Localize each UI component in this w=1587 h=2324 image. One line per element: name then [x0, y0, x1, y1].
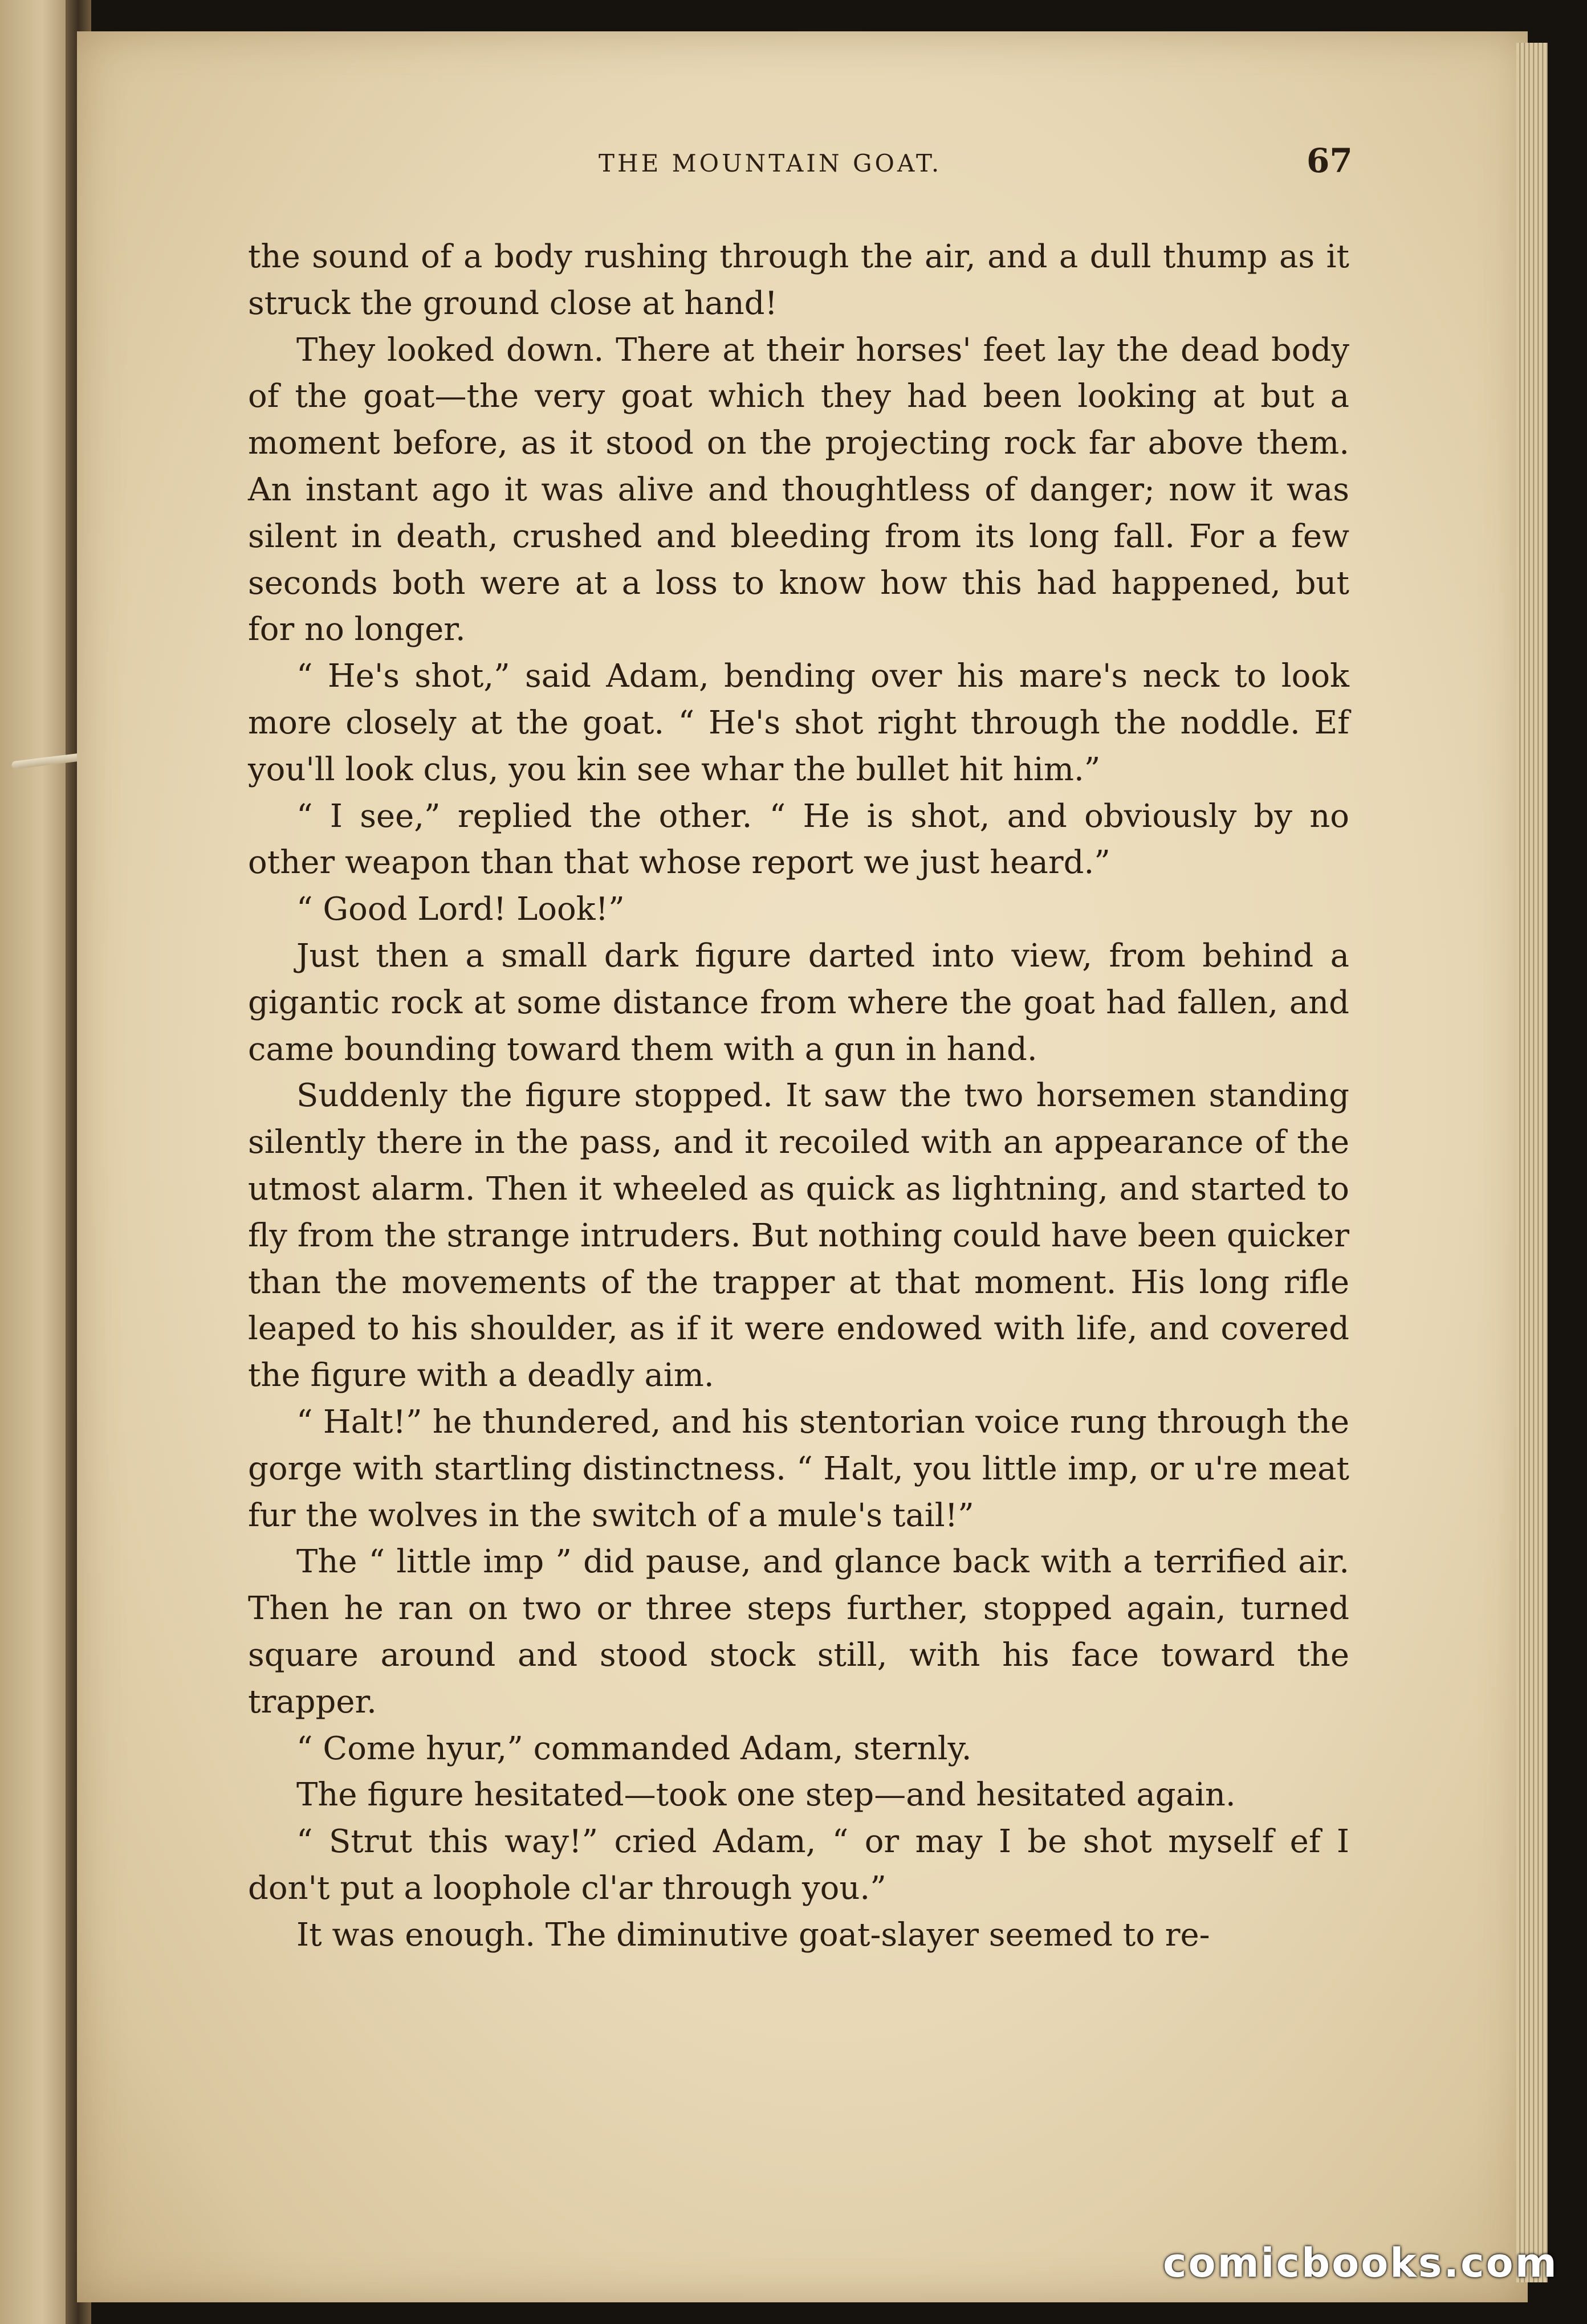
- watermark: comicbooks.com: [1163, 2240, 1558, 2286]
- paragraph: “ Come hyur,” commanded Adam, sternly.: [296, 1730, 972, 1767]
- paragraph: the sound of a body rushing through the air, and a dull thump as it struck the ground close at hand!: [248, 238, 1349, 322]
- paragraph: “ I see,” replied the other. “ He is shot, and obviously by no other weapon than that whose report we just heard.”: [248, 797, 1349, 882]
- paragraph: “ He's shot,” said Adam, bending over his mare's neck to look more closely at the goat. “ He's shot right through the noddle. Ef you'll look clus, you kin see whar the bullet hit him.”: [248, 658, 1349, 788]
- paragraph: “ Strut this way!” cried Adam, “ or may I be shot myself ef I don't put a loophole cl'ar through you.”: [248, 1823, 1349, 1907]
- running-head: THE MOUNTAIN GOAT.: [599, 149, 942, 177]
- paragraph: The “ little imp ” did pause, and glance back with a terrified air. Then he ran on two or three steps further, stopped again, turned square around and stood stock still, with his face toward the trapper.: [248, 1543, 1349, 1720]
- paragraph: They looked down. There at their horses' feet lay the dead body of the goat—the very goat which they had been looking at but a moment before, as it stood on the projecting rock far above them. An instant ago it was alive and thoughtless of danger; now it was silent in death, crushed and bleeding from its long fall. For a few seconds both were at a loss to know how this had happened, but for no longer.: [248, 331, 1349, 649]
- paragraph: The figure hesitated—took one step—and hesitated again.: [296, 1776, 1236, 1814]
- paragraph: It was enough. The diminutive goat-slayer seemed to re-: [296, 1916, 1210, 1954]
- paragraph: “ Halt!” he thundered, and his stentorian voice rung through the gorge with startling distinctness. “ Halt, you little imp, or u're meat fur the wolves in the switch of a mule's tail!”: [248, 1403, 1349, 1534]
- body-text: [248, 234, 1349, 1958]
- page-number: 67: [1307, 141, 1353, 180]
- paragraph: Suddenly the figure stopped. It saw the two horsemen standing silently there in the pass, and it recoiled with an appearance of the utmost alarm. Then it wheeled as quick as lightning, and started to fly from the strange intruders. But nothing could have been quicker than the movements of the trapper at that moment. His long rifle leaped to his shoulder, as if it were endowed with life, and covered the figure with a deadly aim.: [248, 1077, 1349, 1395]
- paragraph: Just then a small dark figure darted into view, from behind a gigantic rock at some distance from where the goat had fallen, and came bounding toward them with a gun in hand.: [248, 937, 1349, 1068]
- paragraph: “ Good Lord! Look!”: [296, 891, 625, 928]
- page-edges: [1516, 43, 1548, 2282]
